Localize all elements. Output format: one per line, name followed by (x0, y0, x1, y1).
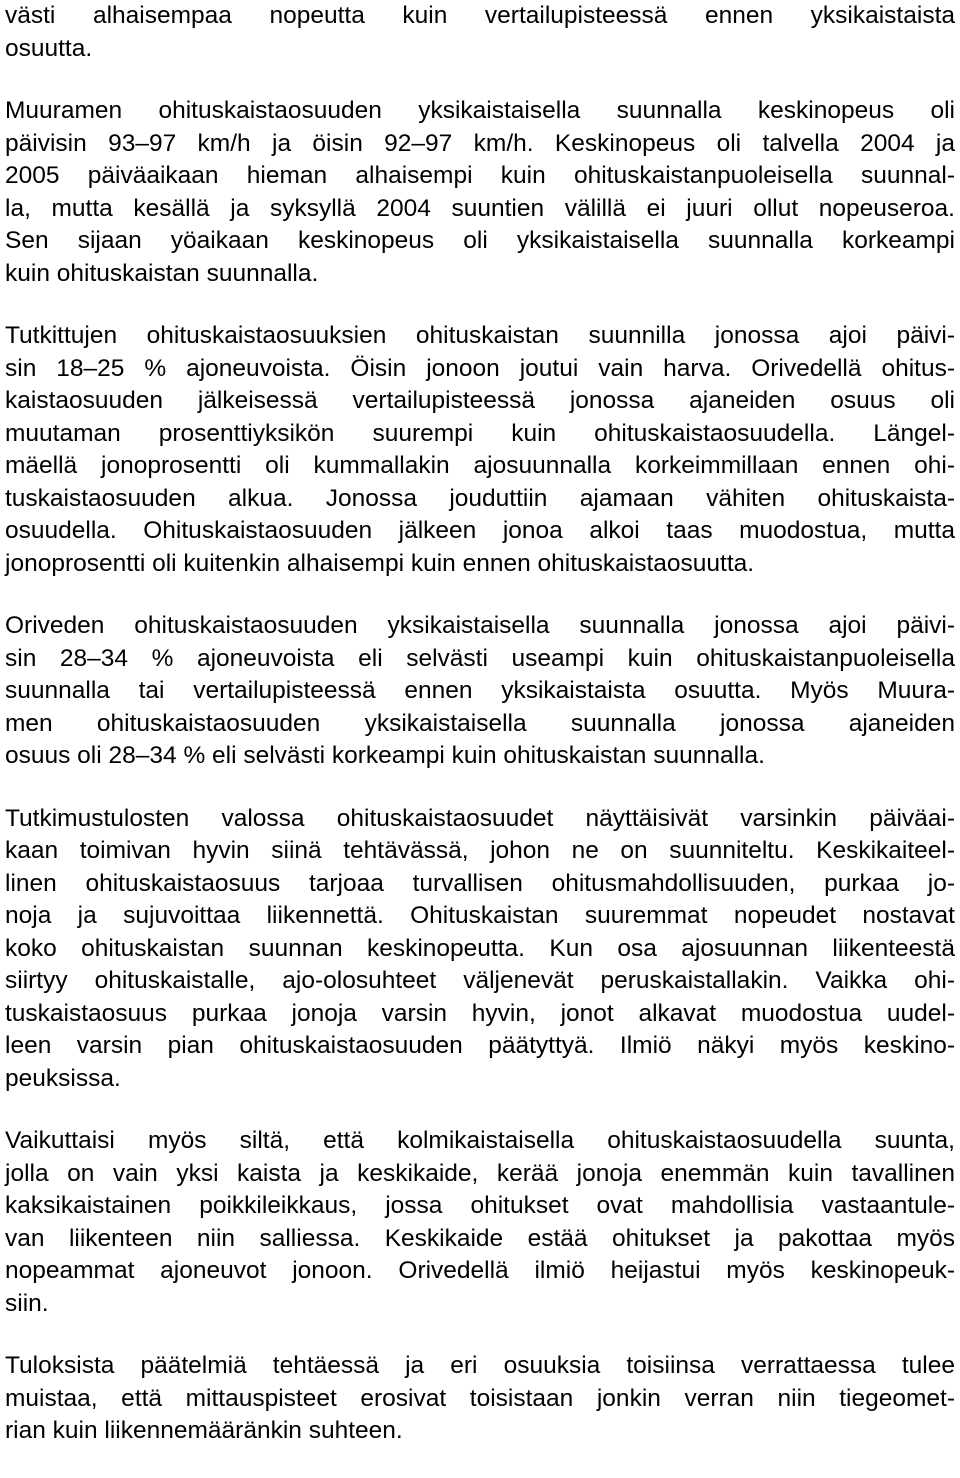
text-line: rian kuin liikennemääränkin suhteen. (5, 1417, 403, 1444)
paragraph-three-lane (5, 1125, 955, 1320)
text-line: Tutkimustulosten valossa ohituskaistaosuudet näyttäisivät varsinkin päiväai- (5, 804, 955, 832)
text-line: kaan toimivan hyvin siinä tehtävässä, johon ne on suunniteltu. Keskikaiteel- (5, 837, 955, 864)
text-line: Sen sijaan yöaikaan keskinopeus oli yksikaistaisella suunnalla korkeampi (5, 227, 955, 254)
text-line: noja ja sujuvoittaa liikennettä. Ohituskaistan suuremmat nopeudet nostavat (5, 902, 955, 929)
text-line: tuskaistaosuuden alkua. Jonossa jouduttiin ajamaan vähiten ohituskaista- (5, 484, 955, 512)
text-line: muutaman prosenttiyksikön suurempi kuin ohituskaistaosuudella. Längel- (5, 419, 955, 447)
text-line: Vaikuttaisi myös siltä, että kolmikaistaisella ohituskaistaosuudella suunta, (5, 1127, 955, 1154)
paragraph-orivesi-queue (5, 610, 955, 773)
document-page (5, 0, 955, 1478)
text-line: sin 18–25 % ajoneuvoista. Öisin jonoon joutui vain harva. Orivedellä ohitus- (5, 354, 955, 382)
text-line: kuin ohituskaistan suunnalla. (5, 259, 319, 287)
text-line: linen ohituskaistaosuus tarjoaa turvallisen ohitusmahdollisuuden, purkaa jo- (5, 869, 955, 897)
text-line: suunnalla tai vertailupisteessä ennen yksikaistaista osuutta. Myös Muura- (5, 677, 955, 704)
text-line: kaksikaistainen poikkileikkaus, jossa ohitukset ovat mahdollisia vastaantule- (5, 1192, 955, 1219)
text-line: nopeammat ajoneuvot jonoon. Orivedellä ilmiö heijastui myös keskinopeuk- (5, 1257, 955, 1284)
text-line: peuksissa. (5, 1064, 121, 1092)
text-line: siin. (5, 1289, 49, 1317)
text-line: tuskaistaosuus purkaa jonoja varsin hyvin, jonot alkavat muodostua uudel- (5, 999, 955, 1027)
text-line: Oriveden ohituskaistaosuuden yksikaistaisella suunnalla jonossa ajoi päivi- (5, 612, 955, 639)
text-line: jolla on vain yksi kaista ja keskikaide, kerää jonoja enemmän kuin tavallinen (5, 1159, 955, 1187)
text-line: leen varsin pian ohituskaistaosuuden päätyttyä. Ilmiö näkyi myös keskino- (5, 1032, 955, 1059)
text-line: mäellä jonoprosentti oli kummallakin ajosuunnalla korkeimmillaan ennen ohi- (5, 452, 955, 479)
text-line: men ohituskaistaosuuden yksikaistaisella suunnalla jonossa ajaneiden (5, 709, 955, 737)
text-line: van liikenteen niin salliessa. Keskikaide estää ohitukset ja pakottaa myös (5, 1224, 955, 1252)
text-line: osuudella. Ohituskaistaosuuden jälkeen jonoa alkoi taas muodostua, mutta (5, 517, 955, 544)
text-line: kaistaosuuden jälkeisessä vertailupisteessä jonossa ajaneiden osuus oli (5, 387, 955, 414)
text-line: koko ohituskaistan suunnan keskinopeutta. Kun osa ajosuunnan liikenteestä (5, 934, 955, 962)
text-line: västi alhaisempaa nopeutta kuin vertailupisteessä ennen yksikaistaista (5, 2, 955, 29)
paragraph-conclusions (5, 1350, 955, 1448)
text-line: päivisin 93–97 km/h ja öisin 92–97 km/h. Keskinopeus oli talvella 2004 ja (5, 129, 955, 157)
paragraph-speed-continued (5, 0, 955, 65)
paragraph-queue-percentages (5, 320, 955, 580)
text-line: muistaa, että mittauspisteet erosivat toisistaan jonkin verran niin tiegeomet- (5, 1384, 955, 1412)
text-line: Tuloksista päätelmiä tehtäessä ja eri osuuksia toisiinsa verrattaessa tulee (5, 1352, 955, 1379)
text-line: osuus oli 28–34 % eli selvästi korkeampi kuin ohituskaistan suunnalla. (5, 742, 765, 769)
paragraph-muurame-speed (5, 95, 955, 290)
text-line: la, mutta kesällä ja syksyllä 2004 suuntien välillä ei juuri ollut nopeuseroa. (5, 194, 955, 222)
paragraph-findings (5, 803, 955, 1096)
text-line: 2005 päiväaikaan hieman alhaisempi kuin ohituskaistanpuoleisella suunnal- (5, 162, 955, 189)
text-line: osuutta. (5, 34, 93, 62)
text-line: jonoprosentti oli kuitenkin alhaisempi kuin ennen ohituskaistaosuutta. (5, 549, 755, 577)
text-line: Muuramen ohituskaistaosuuden yksikaistaisella suunnalla keskinopeus oli (5, 97, 955, 124)
text-line: sin 28–34 % ajoneuvoista eli selvästi useampi kuin ohituskaistanpuoleisella (5, 644, 955, 672)
text-line: siirtyy ohituskaistalle, ajo-olosuhteet väljenevät peruskaistallakin. Vaikka ohi- (5, 967, 955, 994)
text-line: Tutkittujen ohituskaistaosuuksien ohituskaistan suunnilla jonossa ajoi päivi- (5, 322, 955, 349)
